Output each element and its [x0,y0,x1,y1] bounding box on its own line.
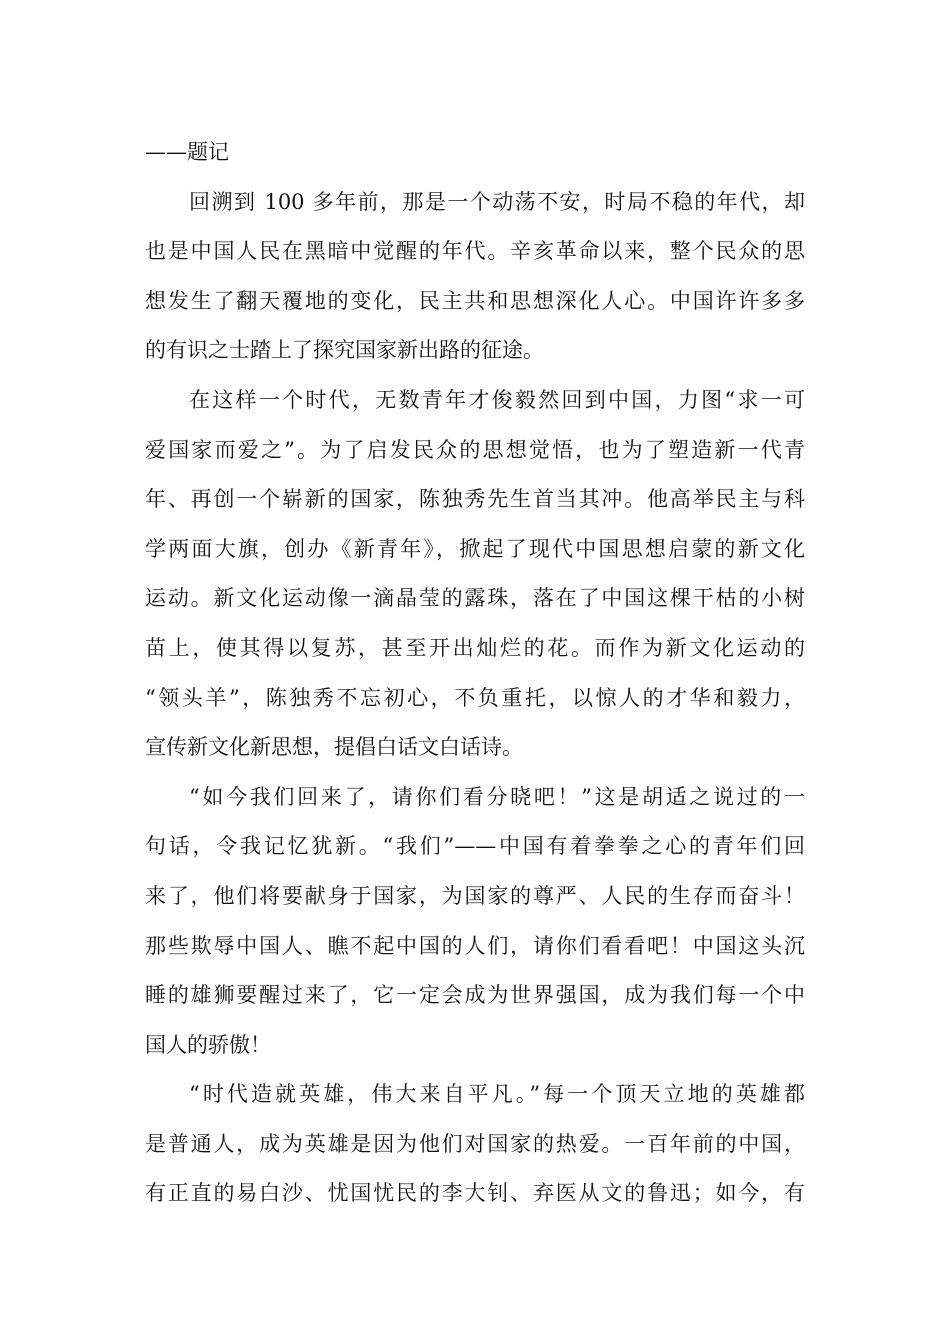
paragraph-3-line-5: 睡的雄狮要醒过来了，它一定会成为世界强国，成为我们每一个中 [145,983,805,1008]
paragraph-2-line-8: 宣传新文化新思想，提倡白话文白话诗。 [145,735,523,760]
paragraph-2-line-2: 爱国家而爱之”。为了启发民众的思想觉悟，也为了塑造新一代青 [145,437,805,462]
paragraph-3-line-6: 国人的骄傲！ [145,1032,271,1057]
paragraph-4-line-1: “时代造就英雄，伟大来自平凡。”每一个顶天立地的英雄都 [189,1082,805,1107]
paragraph-2-line-5: 运动。新文化运动像一滴晶莹的露珠，落在了中国这棵干枯的小树 [145,586,805,611]
paragraph-1-line-3: 想发生了翻天覆地的变化，民主共和思想深化人心。中国许许多多 [145,288,805,313]
paragraph-3-line-3: 来了，他们将要献身于国家，为国家的尊严、人民的生存而奋斗！ [145,883,805,908]
paragraph-3-line-4: 那些欺辱中国人、瞧不起中国的人们，请你们看看吧！中国这头沉 [145,933,805,958]
paragraph-2-line-4: 学两面大旗，创办《新青年》，掀起了现代中国思想启蒙的新文化 [145,536,805,561]
paragraph-3-line-2: 句话，令我记忆犹新。“我们”——中国有着拳拳之心的青年们回 [145,834,805,859]
paragraph-2-line-1: 在这样一个时代，无数青年才俊毅然回到中国，力图“求一可 [189,387,805,412]
paragraph-4-line-2: 是普通人，成为英雄是因为他们对国家的热爱。一百年前的中国， [145,1131,805,1156]
epigraph: ——题记 [145,140,229,164]
paragraph-2-line-3: 年、再创一个崭新的国家，陈独秀先生首当其冲。他高举民主与科 [145,487,805,512]
paragraph-1-line-1: 回溯到 100 多年前，那是一个动荡不安，时局不稳的年代，却 [189,189,805,214]
paragraph-1-line-2: 也是中国人民在黑暗中觉醒的年代。辛亥革命以来，整个民众的思 [145,239,805,264]
paragraph-2-line-6: 苗上，使其得以复苏，甚至开出灿烂的花。而作为新文化运动的 [145,635,805,660]
paragraph-4-line-3: 有正直的易白沙、忧国忧民的李大钊、弃医从文的鲁迅；如今，有 [145,1181,805,1206]
paragraph-1-line-4: 的有识之士踏上了探究国家新出路的征途。 [145,338,544,363]
paragraph-3-line-1: “如今我们回来了，请你们看分晓吧！”这是胡适之说过的一 [189,784,805,809]
document-body [145,128,805,1219]
paragraph-2-line-7: “领头羊”，陈独秀不忘初心，不负重托，以惊人的才华和毅力， [145,685,805,710]
